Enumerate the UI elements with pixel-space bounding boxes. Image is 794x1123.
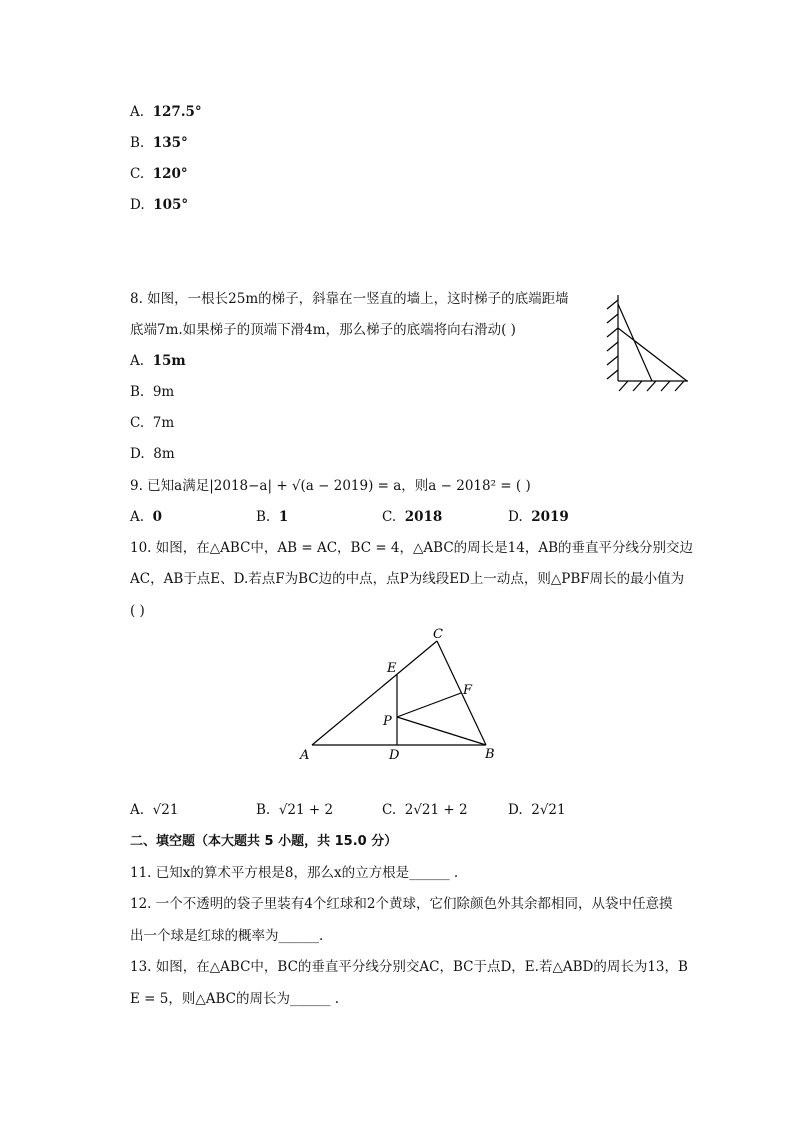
option-value: 9m — [152, 384, 175, 400]
option-value: 7m — [152, 415, 175, 431]
q8-option-a — [130, 351, 186, 371]
option-value: 2√21 + 2 — [404, 802, 468, 818]
q10-option-a — [130, 800, 178, 820]
option-value: 15m — [152, 353, 186, 369]
q8-option-c — [130, 413, 174, 433]
q7-option-a — [130, 102, 202, 122]
q13-stem-line2: E = 5，则△ABC的周长为______ . — [130, 991, 340, 1007]
q10-option-d — [508, 800, 566, 820]
option-value: 0 — [152, 509, 163, 525]
label-b: B — [485, 747, 495, 762]
q7-option-d — [130, 195, 188, 215]
label-d: D — [389, 748, 400, 763]
option-label: D. — [130, 446, 145, 462]
option-value: √21 + 2 — [278, 802, 334, 818]
option-label: D. — [508, 509, 523, 525]
q10-stem-line2: AC，AB于点E、D.若点F为BC边的中点，点P为线段ED上一动点，则△PBF周长的最小值为 — [130, 571, 685, 587]
q10-option-c — [382, 800, 468, 820]
q13-stem-line1: 13. 如图，在△ABC中，BC的垂直平分线分别交AC，BC于点D，E.若△ABD的周长为13，B — [130, 959, 688, 975]
option-value: √21 — [152, 802, 179, 818]
q7-option-c — [130, 164, 188, 184]
option-value: 2018 — [404, 509, 443, 525]
option-label: B. — [130, 135, 145, 151]
option-value: 135° — [152, 135, 188, 151]
option-label: A. — [130, 802, 145, 818]
option-label: A. — [130, 104, 145, 120]
option-label: C. — [130, 166, 145, 182]
q9-option-a — [130, 507, 162, 527]
q8-ladder-figure — [598, 290, 698, 395]
label-a: A — [300, 748, 310, 763]
option-value: 2019 — [531, 509, 569, 525]
option-value: 1 — [278, 509, 289, 525]
q10-stem-line1: 10. 如图，在△ABC中，AB = AC，BC = 4，△ABC的周长是14，AB的垂直平分线分别交边 — [130, 540, 693, 556]
q12-stem-line1: 12. 一个不透明的袋子里装有4个红球和2个黄球，它们除颜色外其余都相同，从袋中任意摸 — [130, 896, 673, 912]
q9-option-b — [256, 507, 288, 527]
section-title: 二、填空题（本大题共 5 小题，共 15.0 分） — [130, 834, 398, 849]
label-c: C — [433, 628, 443, 642]
option-label: D. — [508, 802, 523, 818]
q10-option-b — [256, 800, 333, 820]
option-value: 8m — [153, 446, 175, 462]
option-value: 105° — [153, 197, 189, 213]
label-e: E — [387, 661, 397, 676]
q9-stem: 9. 已知a满足|2018−a| + √(a − 2019) = a，则a − 2018² = ( ) — [130, 478, 531, 494]
label-f: F — [463, 683, 473, 698]
q12-stem-line2: 出一个球是红球的概率为______. — [130, 928, 324, 944]
q9-option-c — [382, 507, 442, 527]
q11-stem: 11. 已知x的算术平方根是8，那么x的立方根是______ . — [130, 865, 459, 881]
option-label: C. — [130, 415, 145, 431]
q10-stem-line3: ( ) — [130, 603, 145, 619]
option-label: B. — [256, 802, 271, 818]
q8-stem-line1: 8. 如图，一根长25m的梯子，斜靠在一竖直的墙上，这时梯子的底端距墙 — [130, 291, 569, 307]
option-label: B. — [256, 509, 271, 525]
option-label: A. — [130, 509, 145, 525]
option-label: B. — [130, 384, 145, 400]
q7-option-b — [130, 133, 188, 153]
q8-option-d — [130, 444, 175, 464]
q8-option-b — [130, 382, 174, 402]
option-value: 120° — [152, 166, 188, 182]
q10-triangle-figure — [294, 628, 514, 768]
q8-stem-line2: 底端7m.如果梯子的顶端下滑4m，那么梯子的底端将向右滑动( ) — [130, 322, 516, 338]
q9-option-d — [508, 507, 569, 527]
option-value: 127.5° — [152, 104, 202, 120]
option-value: 2√21 — [531, 802, 566, 818]
option-label: C. — [382, 802, 397, 818]
option-label: D. — [130, 197, 145, 213]
option-label: C. — [382, 509, 397, 525]
label-p: P — [383, 714, 392, 729]
option-label: A. — [130, 353, 145, 369]
